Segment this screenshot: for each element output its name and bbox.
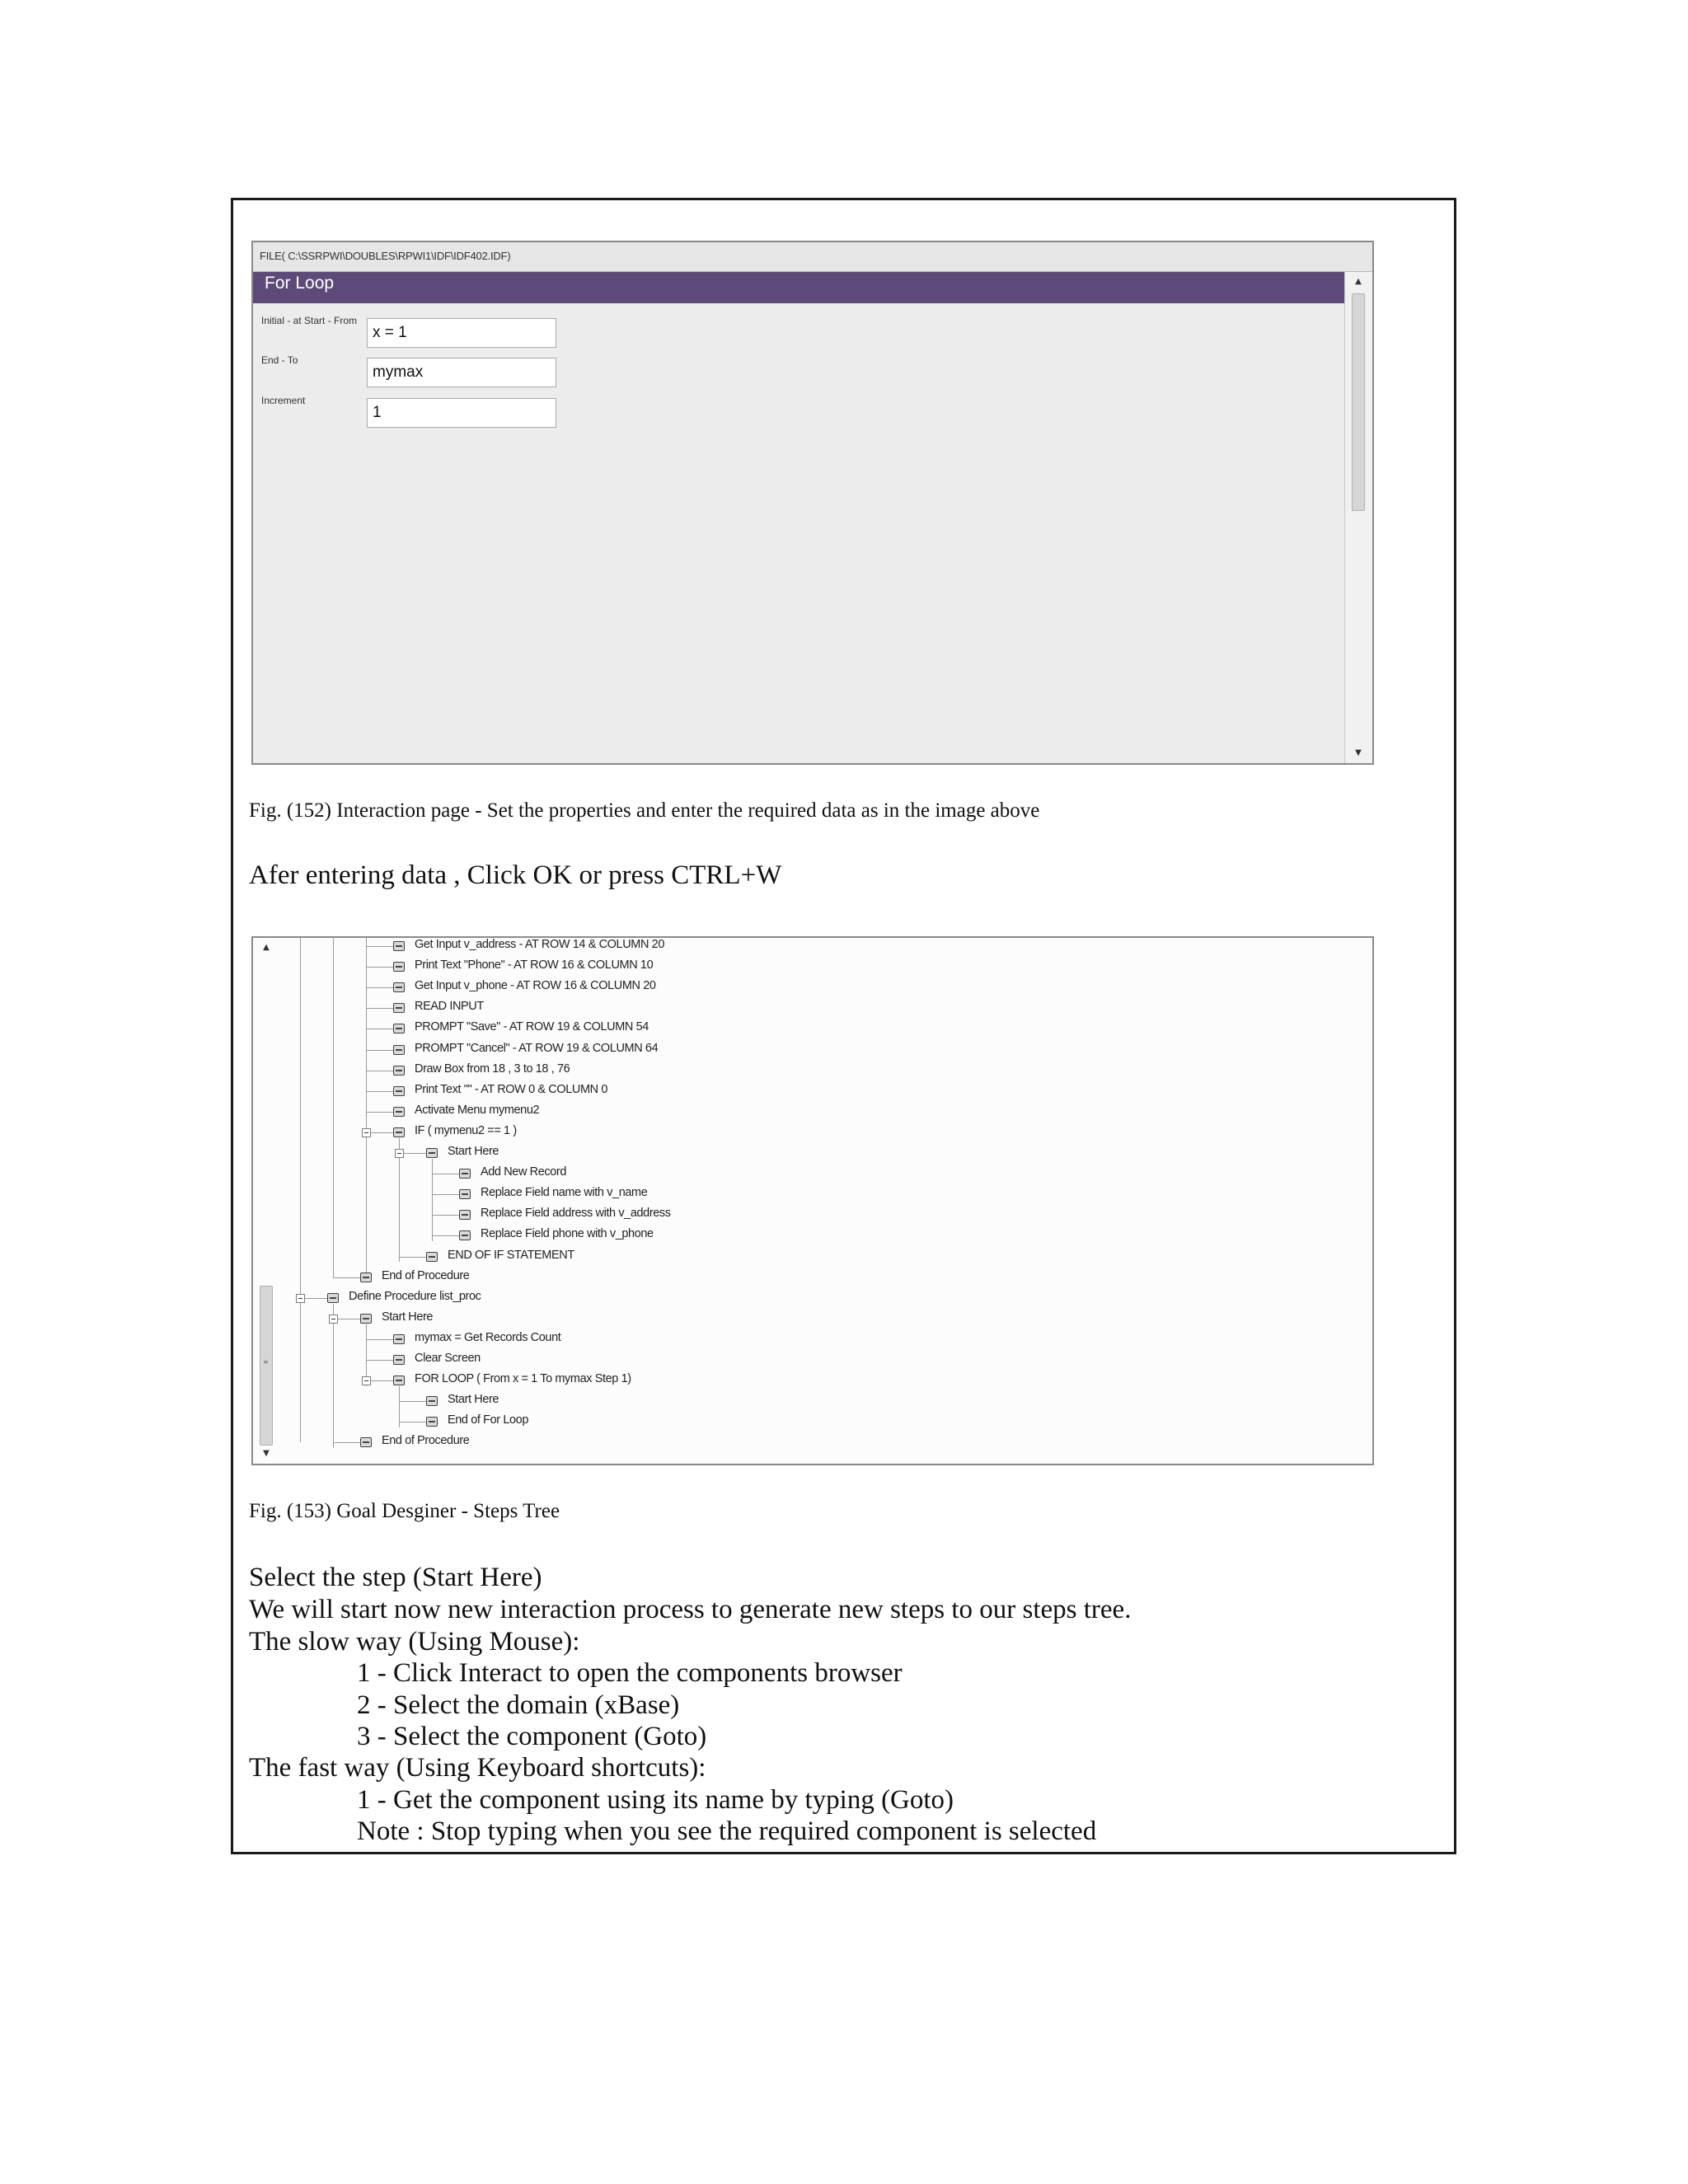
collapse-icon[interactable]	[395, 1149, 404, 1158]
field-label: End - To	[261, 354, 298, 366]
tree-connector	[333, 1277, 360, 1278]
body-line: We will start now new interaction process to generate new steps to our steps tree.	[249, 1595, 1132, 1624]
collapse-icon[interactable]	[362, 1376, 371, 1385]
tree-connector	[399, 1401, 426, 1402]
tree-connector	[366, 1091, 393, 1092]
tree-connector	[366, 1112, 393, 1113]
scroll-up-icon[interactable]: ▲	[1355, 277, 1362, 286]
tree-connector	[432, 1194, 459, 1195]
step-node-icon	[360, 1437, 372, 1447]
tree-connector	[366, 1360, 393, 1361]
step-node-icon	[360, 1314, 372, 1324]
tree-node-label[interactable]: Replace Field address with v_address	[481, 1207, 671, 1221]
instruction-text: Afer entering data , Click OK or press CTRL+W	[249, 860, 782, 890]
tree-connector	[366, 967, 393, 968]
tree-node-label[interactable]: Activate Menu mymenu2	[415, 1103, 540, 1117]
field-increment	[253, 393, 830, 426]
tree-node-label[interactable]: mymax = Get Records Count	[415, 1330, 561, 1344]
field-label: Initial - at Start - From	[261, 315, 358, 326]
step-node-icon	[393, 1107, 405, 1117]
tree-connector	[333, 1442, 360, 1443]
figure-caption-152: Fig. (152) Interaction page - Set the properties and enter the required data as in the image above	[249, 799, 1040, 822]
tree-connector	[366, 1050, 393, 1051]
field-initial-from	[253, 313, 830, 346]
tree-connector	[432, 1215, 459, 1216]
step-node-icon	[426, 1396, 438, 1406]
tree-connector	[366, 946, 393, 947]
body-line: 2 - Select the domain (xBase)	[357, 1690, 680, 1720]
tree-node-label[interactable]: PROMPT "Save" - AT ROW 19 & COLUMN 54	[415, 1020, 649, 1034]
tree-node-label[interactable]: Replace Field phone with v_phone	[481, 1227, 654, 1241]
tree-connector	[300, 938, 301, 1442]
tree-node-label[interactable]: Add New Record	[481, 1165, 567, 1179]
tree-connector	[333, 938, 334, 1277]
file-path-bar: FILE( C:\SSRPWI\DOUBLES\RPWI1\IDF\IDF402.IDF)	[253, 242, 1372, 272]
tree-connector	[366, 1008, 393, 1009]
scroll-down-icon[interactable]: ▼	[1355, 748, 1362, 757]
tree-node-label[interactable]: END OF IF STATEMENT	[448, 1248, 574, 1262]
tree-connector	[399, 1257, 426, 1258]
tree-connector	[366, 938, 367, 1277]
step-node-icon	[393, 1086, 405, 1096]
tree-connector	[432, 1235, 459, 1236]
scroll-thumb[interactable]	[1352, 293, 1365, 511]
end-to-input[interactable]: mymax	[367, 358, 556, 387]
tree-connector	[432, 1159, 433, 1241]
tree-node-label[interactable]: Start Here	[448, 1393, 499, 1407]
increment-input[interactable]: 1	[367, 398, 556, 428]
step-node-icon	[393, 962, 405, 972]
body-line: Select the step (Start Here)	[249, 1563, 542, 1592]
interaction-window-screenshot	[251, 241, 1374, 765]
step-node-icon	[393, 1127, 405, 1137]
tree-node-label[interactable]: Start Here	[382, 1310, 434, 1324]
tree-node-label[interactable]: FOR LOOP ( From x = 1 To mymax Step 1)	[415, 1372, 631, 1386]
step-node-icon	[393, 1355, 405, 1365]
step-node-icon	[393, 1376, 405, 1385]
steps-tree-screenshot	[251, 936, 1374, 1465]
tree-node-label[interactable]: Get Input v_phone - AT ROW 16 & COLUMN 20	[415, 979, 656, 993]
scroll-thumb[interactable]	[260, 1286, 273, 1446]
step-node-icon	[426, 1417, 438, 1427]
body-line: The slow way (Using Mouse):	[249, 1627, 580, 1657]
body-line: 1 - Click Interact to open the components browser	[357, 1658, 903, 1688]
steps-tree	[253, 938, 1346, 1465]
step-node-icon	[327, 1293, 339, 1303]
tree-node-label[interactable]: IF ( mymenu2 == 1 )	[415, 1123, 517, 1137]
step-node-icon	[459, 1210, 471, 1220]
collapse-icon[interactable]	[362, 1128, 371, 1137]
step-node-icon	[459, 1189, 471, 1199]
tree-node-label[interactable]: End of Procedure	[382, 1434, 470, 1448]
step-node-icon	[426, 1252, 438, 1262]
initial-from-input[interactable]: x = 1	[367, 318, 556, 348]
tree-node-label[interactable]: Start Here	[448, 1145, 499, 1158]
scroll-down-icon[interactable]: ▼	[263, 1449, 270, 1458]
collapse-icon[interactable]	[296, 1294, 305, 1303]
tree-connector	[333, 1304, 334, 1449]
field-label: Increment	[261, 395, 306, 406]
step-node-icon	[393, 1024, 405, 1033]
tree-node-label[interactable]: Draw Box from 18 , 3 to 18 , 76	[415, 1062, 570, 1076]
body-line: The fast way (Using Keyboard shortcuts):	[249, 1753, 706, 1783]
tree-node-label[interactable]: Print Text "Phone" - AT ROW 16 & COLUMN 10	[415, 958, 654, 972]
tree-node-label[interactable]: Print Text "" - AT ROW 0 & COLUMN 0	[415, 1082, 607, 1096]
step-node-icon	[393, 941, 405, 951]
tree-node-label[interactable]: Replace Field name with v_name	[481, 1186, 648, 1200]
body-line: 3 - Select the component (Goto)	[357, 1722, 707, 1751]
vertical-scrollbar[interactable]	[1344, 272, 1372, 763]
tree-node-label[interactable]: PROMPT "Cancel" - AT ROW 19 & COLUMN 64	[415, 1041, 659, 1055]
step-node-icon	[393, 1066, 405, 1076]
tree-connector	[366, 1339, 393, 1340]
step-node-icon	[393, 1045, 405, 1055]
grip-icon: ≡	[263, 1358, 269, 1366]
tree-node-label[interactable]: Clear Screen	[415, 1352, 481, 1365]
tree-node-label[interactable]: End of For Loop	[448, 1413, 528, 1427]
step-node-icon	[459, 1169, 471, 1179]
step-node-icon	[459, 1230, 471, 1240]
tree-node-label[interactable]: Get Input v_address - AT ROW 14 & COLUMN 20	[415, 938, 664, 951]
collapse-icon[interactable]	[329, 1315, 338, 1324]
scroll-up-icon[interactable]: ▲	[263, 943, 270, 952]
step-node-icon	[393, 1003, 405, 1013]
body-line: Note : Stop typing when you see the required component is selected	[357, 1816, 1097, 1846]
tree-node-label[interactable]: READ INPUT	[415, 1000, 484, 1014]
step-node-icon	[393, 982, 405, 992]
tree-connector	[366, 987, 393, 988]
window-title: For Loop	[253, 272, 1346, 303]
step-node-icon	[393, 1334, 405, 1344]
tree-node-label[interactable]: End of Procedure	[382, 1268, 470, 1282]
figure-caption-153: Fig. (153) Goal Desginer - Steps Tree	[249, 1500, 560, 1522]
step-node-icon	[360, 1272, 372, 1282]
field-end-to	[253, 353, 830, 386]
tree-node-label[interactable]: Define Procedure list_proc	[349, 1289, 481, 1303]
body-line: 1 - Get the component using its name by typing (Goto)	[357, 1785, 954, 1815]
step-node-icon	[426, 1148, 438, 1158]
